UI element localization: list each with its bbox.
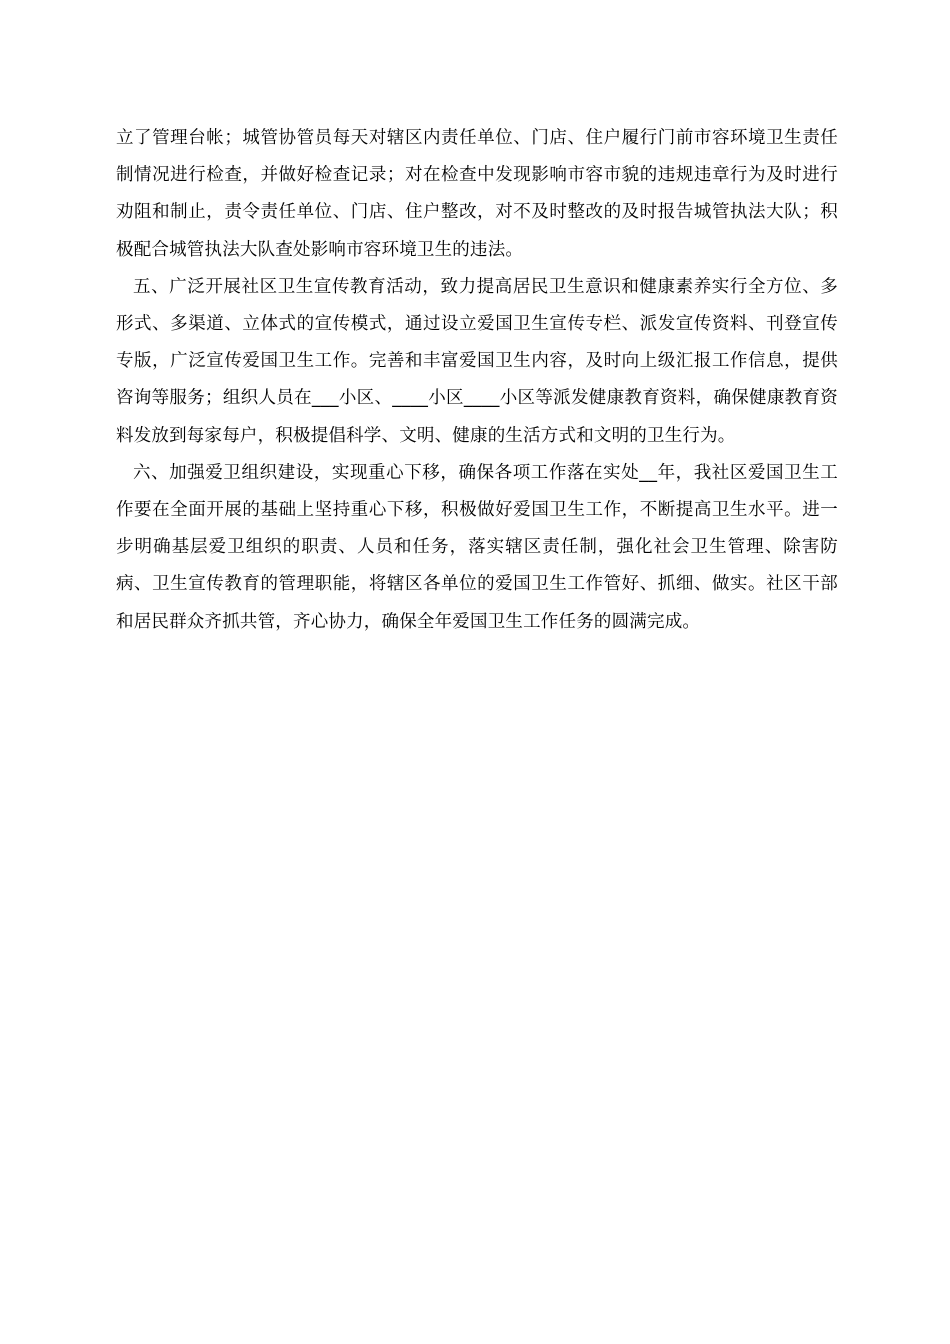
document-body bbox=[116, 120, 838, 641]
paragraph-continuation: 立了管理台帐；城管协管员每天对辖区内责任单位、门店、住户履行门前市容环境卫生责任制情况进行检查，并做好检查记录；对在检查中发现影响市容市貌的违规违章行为及时进行劝阻和制止，责令责任单位、门店、住户整改，对不及时整改的及时报告城管执法大队；积极配合城管执法大队查处影响市容环境卫生的违法。 bbox=[116, 128, 838, 260]
paragraph-section-five: 五、广泛开展社区卫生宣传教育活动，致力提高居民卫生意识和健康素养实行全方位、多形式、多渠道、立体式的宣传模式，通过设立爱国卫生宣传专栏、派发宣传资料、刊登宣传专版，广泛宣传爱国卫生工作。完善和丰富爱国卫生内容，及时向上级汇报工作信息，提供咨询等服务；组织人员在___小区、____小区____小区等派发健康教育资料，确保健康教育资料发放到每家每户，积极提倡科学、文明、健康的生活方式和文明的卫生行为。 bbox=[116, 276, 838, 446]
paragraph-section-six: 六、加强爱卫组织建设，实现重心下移，确保各项工作落在实处__年，我社区爱国卫生工作要在全面开展的基础上坚持重心下移，积极做好爱国卫生工作，不断提高卫生水平。进一步明确基层爱卫组织的职责、人员和任务，落实辖区责任制，强化社会卫生管理、除害防病、卫生宣传教育的管理职能，将辖区各单位的爱国卫生工作管好、抓细、做实。社区干部和居民群众齐抓共管，齐心协力，确保全年爱国卫生工作任务的圆满完成。 bbox=[116, 462, 838, 632]
